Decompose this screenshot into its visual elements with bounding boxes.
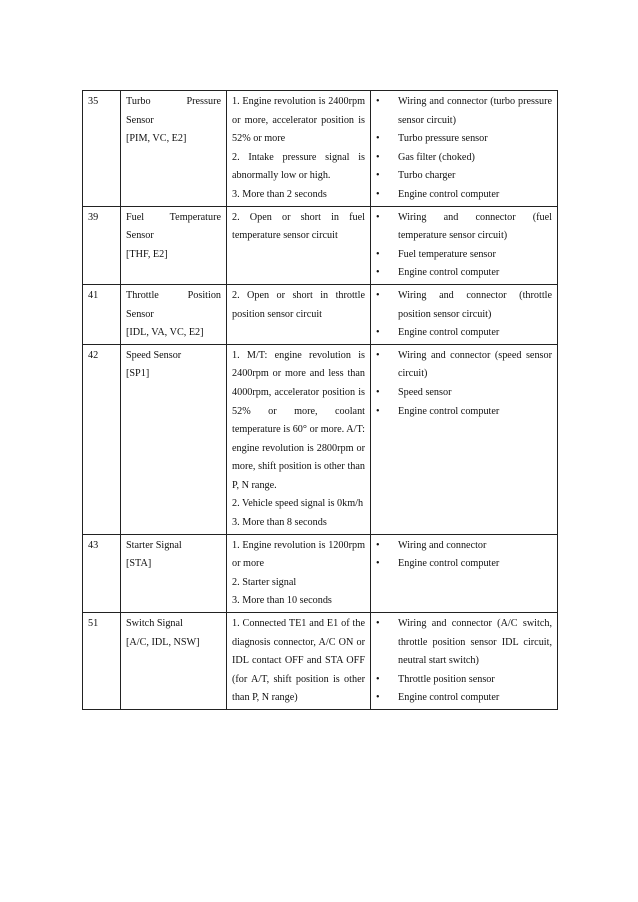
cause-cell <box>371 284 558 344</box>
cause-list <box>376 93 552 205</box>
code-cell: 42 <box>83 344 121 534</box>
system-name-line: Sensor <box>126 308 154 320</box>
condition-text: 1. Engine revolution is 1200rpm or more <box>232 539 365 570</box>
bullet-icon: • <box>376 211 380 223</box>
system-name-line: [SP1] <box>126 368 150 380</box>
condition-text: 2. Open or short in fuel temperature sensor circuit <box>232 211 365 242</box>
code-cell: 51 <box>83 613 121 710</box>
cause-item <box>376 347 552 384</box>
condition-cell <box>227 206 371 284</box>
condition-cell <box>227 344 371 534</box>
system-name-line: Fuel Temperature <box>126 211 221 223</box>
bullet-icon: • <box>376 188 380 200</box>
cause-text: Wiring and connector (A/C switch, throttle position sensor IDL circuit, neutral start switch) <box>398 618 552 667</box>
condition-text: 3. More than 10 seconds <box>232 595 332 607</box>
cause-item <box>376 209 552 246</box>
condition-text: 1. Engine revolution is 2400rpm or more, accelerator position is 52% or more <box>232 96 365 145</box>
cause-item <box>376 555 552 574</box>
cause-list <box>376 209 552 283</box>
bullet-icon: • <box>376 673 380 685</box>
code-cell: 35 <box>83 91 121 207</box>
bullet-icon: • <box>376 618 380 630</box>
cause-text: Wiring and connector (throttle position sensor circuit) <box>398 289 552 320</box>
cause-text: Engine control computer <box>398 558 500 570</box>
condition-text: 1. M/T: engine revolution is 2400rpm or more and less than 4000rpm, accelerator position is 52% or more, coolant temperature is 60° or more. A/T: engine revolution is 2800rpm or more, shift position is other than P, N range. <box>232 349 365 491</box>
cause-text: Wiring and connector (fuel temperature sensor circuit) <box>398 211 552 242</box>
condition-text: 1. Connected TE1 and E1 of the diagnosis connector, A/C ON or IDL contact OFF and STA OFF (for A/T, shift position is other than P, N range) <box>232 618 365 704</box>
system-name-line: Turbo Pressure <box>126 96 221 107</box>
cause-item <box>376 93 552 130</box>
cause-text: Wiring and connector (speed sensor circuit) <box>398 349 552 380</box>
system-cell <box>121 284 227 344</box>
cause-item <box>376 615 552 671</box>
cause-item <box>376 186 552 205</box>
system-cell <box>121 344 227 534</box>
condition-cell <box>227 613 371 710</box>
cause-text: Fuel temperature sensor <box>398 248 496 260</box>
bullet-icon: • <box>376 539 380 551</box>
cause-item <box>376 324 552 343</box>
system-name-line: Sensor <box>126 230 154 242</box>
bullet-icon: • <box>376 248 380 260</box>
cause-cell <box>371 613 558 710</box>
cause-text: Turbo pressure sensor <box>398 133 488 145</box>
cause-cell <box>371 206 558 284</box>
cause-cell <box>371 344 558 534</box>
bullet-icon: • <box>376 151 380 163</box>
cause-item <box>376 246 552 265</box>
system-name-line: [IDL, VA, VC, E2] <box>126 327 204 339</box>
system-cell <box>121 91 227 207</box>
bullet-icon: • <box>376 170 380 182</box>
cause-text: Engine control computer <box>398 267 500 279</box>
cause-item <box>376 264 552 283</box>
table-row <box>83 206 558 284</box>
cause-text: Wiring and connector <box>398 539 487 551</box>
cause-list <box>376 537 552 574</box>
condition-text: 2. Intake pressure signal is abnormally low or high. <box>232 151 365 182</box>
table-row <box>83 534 558 612</box>
cause-cell <box>371 534 558 612</box>
system-cell <box>121 613 227 710</box>
code-cell: 41 <box>83 284 121 344</box>
cause-text: Wiring and connector (turbo pressure sensor circuit) <box>398 96 552 126</box>
cause-text: Engine control computer <box>398 692 500 704</box>
condition-cell <box>227 284 371 344</box>
system-name-line: Throttle Position <box>126 289 221 301</box>
bullet-icon: • <box>376 386 380 398</box>
table-row <box>83 613 558 710</box>
cause-item <box>376 384 552 403</box>
system-cell <box>121 206 227 284</box>
bullet-icon: • <box>376 96 380 107</box>
cause-item <box>376 287 552 324</box>
cause-text: Turbo charger <box>398 170 456 182</box>
bullet-icon: • <box>376 405 380 417</box>
system-name-line: Sensor <box>126 114 154 126</box>
system-name-line: Speed Sensor <box>126 349 182 361</box>
cause-list <box>376 615 552 708</box>
table-row <box>83 91 558 207</box>
condition-cell <box>227 91 371 207</box>
system-name-line: Switch Signal <box>126 618 183 630</box>
bullet-icon: • <box>376 133 380 145</box>
bullet-icon: • <box>376 289 380 301</box>
cause-item <box>376 671 552 690</box>
cause-text: Engine control computer <box>398 327 500 339</box>
bullet-icon: • <box>376 327 380 339</box>
system-name-line: Starter Signal <box>126 539 182 551</box>
system-name-line: [THF, E2] <box>126 248 168 260</box>
cause-item <box>376 689 552 708</box>
cause-item <box>376 130 552 149</box>
system-name-line: [STA] <box>126 558 152 570</box>
diagnostic-code-table <box>82 90 558 710</box>
cause-text: Gas filter (choked) <box>398 151 475 163</box>
table-row <box>83 284 558 344</box>
bullet-icon: • <box>376 267 380 279</box>
bullet-icon: • <box>376 558 380 570</box>
cause-item <box>376 403 552 422</box>
cause-cell <box>371 91 558 207</box>
cause-list <box>376 287 552 343</box>
cause-list <box>376 347 552 421</box>
cause-text: Throttle position sensor <box>398 673 495 685</box>
condition-text: 2. Vehicle speed signal is 0km/h <box>232 498 364 510</box>
system-name-line: [PIM, VC, E2] <box>126 133 187 145</box>
diagnostic-code-table-body <box>83 91 558 710</box>
bullet-icon: • <box>376 692 380 704</box>
cause-text: Speed sensor <box>398 386 452 398</box>
table-row <box>83 344 558 534</box>
cause-text: Engine control computer <box>398 188 500 200</box>
system-name-line: [A/C, IDL, NSW] <box>126 636 200 648</box>
cause-item <box>376 537 552 556</box>
cause-text: Engine control computer <box>398 405 500 417</box>
condition-text: 2. Open or short in throttle position sensor circuit <box>232 289 365 320</box>
code-cell: 39 <box>83 206 121 284</box>
condition-text: 3. More than 8 seconds <box>232 517 327 529</box>
condition-cell <box>227 534 371 612</box>
condition-text: 2. Starter signal <box>232 576 297 588</box>
bullet-icon: • <box>376 349 380 361</box>
cause-item <box>376 149 552 168</box>
cause-item <box>376 167 552 186</box>
code-cell: 43 <box>83 534 121 612</box>
condition-text: 3. More than 2 seconds <box>232 188 327 200</box>
system-cell <box>121 534 227 612</box>
